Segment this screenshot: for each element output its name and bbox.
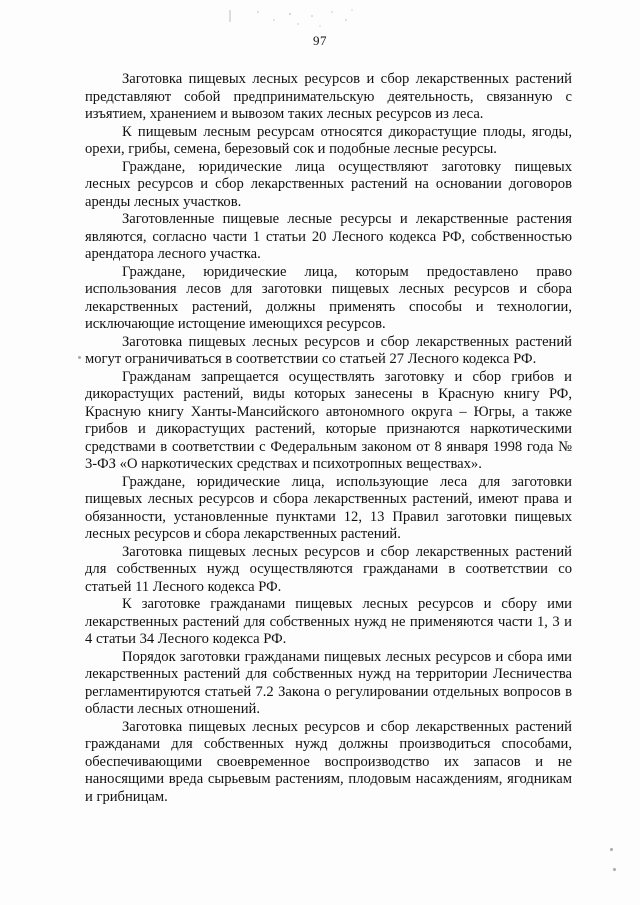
- paragraph: Граждане, юридические лица, использующие леса для заготовки пищевых лесных ресурсов и сбора лекарственных растений, имеют права и обязанности, установленные пунктами 12, 13 Правил заготовки пищевых лесных ресурсов и сбора лекарственных растений.: [85, 473, 572, 542]
- scan-speck: [78, 356, 81, 359]
- paragraph: Заготовка пищевых лесных ресурсов и сбор лекарственных растений для собственных нужд осуществляются гражданами в соответствии со статьей 11 Лесного кодекса РФ.: [85, 543, 572, 595]
- paragraph: Заготовка пищевых лесных ресурсов и сбор лекарственных растений могут ограничиваться в соответствии со статьей 27 Лесного кодекса РФ.: [85, 333, 572, 367]
- page-number: 97: [313, 33, 327, 48]
- scan-speck: [610, 848, 613, 851]
- scan-speck: [613, 868, 616, 871]
- paragraph: К пищевым лесным ресурсам относятся дикорастущие плоды, ягоды, орехи, грибы, семена, березовый сок и подобные лесные ресурсы.: [85, 123, 572, 157]
- paragraph: Граждане, юридические лица осуществляют заготовку пищевых лесных ресурсов и сбор лекарственных растений на основании договоров аренды лесных участков.: [85, 158, 572, 210]
- paragraph: Заготовленные пищевые лесные ресурсы и лекарственные растения являются, согласно части 1 статьи 20 Лесного кодекса РФ, собственностью арендатора лесного участка.: [85, 211, 572, 262]
- paragraph: Заготовка пищевых лесных ресурсов и сбор лекарственных растений представляют собой предпринимательскую деятельность, связанную с изъятием, хранением и вывозом таких лесных ресурсов из леса.: [85, 71, 572, 122]
- paragraph: Порядок заготовки гражданами пищевых лесных ресурсов и сбора ими лекарственных растений для собственных нужд на территории Лесничества регламентируются статьей 7.2 Закона о регулировании отдельных вопросов в области лесных отношений.: [85, 648, 572, 717]
- paragraph: Заготовка пищевых лесных ресурсов и сбор лекарственных растений гражданами для собственных нужд должны производиться способами, обеспечивающими своевременное воспроизводство их запасов и не наносящими вреда сырьевым растениям, плодовым насаждениям, ягодникам и грибницам.: [85, 718, 572, 805]
- body-text: [85, 71, 572, 806]
- paragraph: Гражданам запрещается осуществлять заготовку и сбор грибов и дикорастущих растений, виды которых занесены в Красную книгу РФ, Красную книгу Ханты-Мансийского автономного округа – Югры, а также грибов и дикорастущих растений, которые признаются наркотическими средствами в соответствии с Федеральным законом от 8 января 1998 года № 3-ФЗ «О наркотических средствах и психотропных веществах».: [85, 368, 572, 472]
- paragraph: Граждане, юридические лица, которым предоставлено право использования лесов для заготовки пищевых лесных ресурсов и сбора лекарственных растений, должны применять способы и технологии, исключающие истощение имеющихся ресурсов.: [85, 263, 572, 332]
- paragraph: К заготовке гражданами пищевых лесных ресурсов и сбору ими лекарственных растений для собственных нужд не применяются части 1, 3 и 4 статьи 34 Лесного кодекса РФ.: [85, 596, 572, 647]
- scan-artifact-marks: [228, 6, 358, 32]
